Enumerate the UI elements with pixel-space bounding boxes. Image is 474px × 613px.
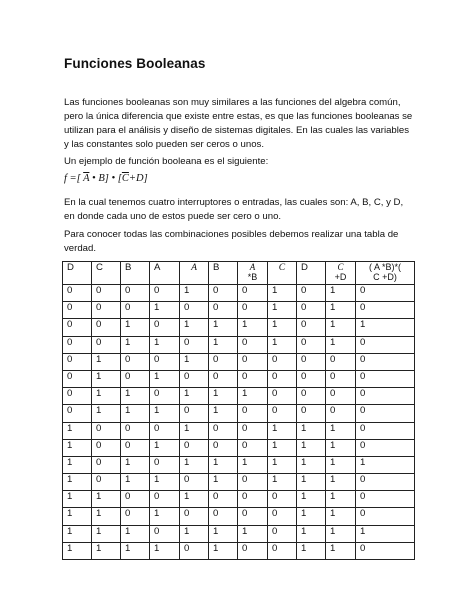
table-cell: 0 (238, 542, 268, 559)
table-cell: 0 (63, 353, 92, 370)
table-row (63, 388, 415, 405)
table-cell: 0 (356, 422, 415, 439)
intro-paragraph: Las funciones booleanas son muy similares a las funciones del algebra común, pero la única diferencia que existe entre estas, es que las funciones booleanas se utilizan para el análisis y diseño de sistemas digitales. En las cuales las variables y las constantes solo pueden ser ceros o unos. (64, 97, 413, 150)
table-cell: 0 (92, 439, 121, 456)
table-cell: 1 (180, 353, 209, 370)
table-cell: 0 (180, 370, 209, 387)
table-cell: 1 (63, 439, 92, 456)
table-cell: 0 (63, 319, 92, 336)
table-cell: 0 (356, 302, 415, 319)
table-cell: 0 (63, 388, 92, 405)
table-cell: 0 (238, 474, 268, 491)
table-cell: 1 (150, 370, 180, 387)
table-cell: 0 (356, 508, 415, 525)
table-cell: 0 (121, 302, 150, 319)
header-not-c-or-d-bottom: +D (334, 272, 347, 282)
table-row (63, 336, 415, 353)
table-cell: 1 (63, 422, 92, 439)
table-cell: 0 (121, 370, 150, 387)
table-cell: 0 (356, 439, 415, 456)
table-row (63, 525, 415, 542)
table-cell: 0 (121, 491, 150, 508)
table-cell: 0 (92, 336, 121, 353)
table-cell: 1 (238, 525, 268, 542)
table-cell: 1 (268, 285, 297, 302)
table-cell: 1 (209, 542, 238, 559)
table-cell: 1 (268, 336, 297, 353)
table-cell: 1 (92, 542, 121, 559)
header-not-c (268, 262, 297, 285)
table-cell: 0 (268, 508, 297, 525)
inputs-paragraph: En la cual tenemos cuatro interruptores o entradas, las cuales son: A, B, C, y D, en donde cada uno de estos puede ser cero o uno. (64, 197, 404, 222)
header-b: B (121, 262, 150, 285)
table-cell: 1 (121, 405, 150, 422)
table-row (63, 491, 415, 508)
page-title: Funciones Booleanas (64, 56, 206, 71)
table-cell: 1 (209, 525, 238, 542)
table-cell: 0 (121, 508, 150, 525)
formula-f: f (64, 173, 67, 184)
table-cell: 0 (63, 370, 92, 387)
header-not-a-label: $\overline{A}$ (191, 262, 197, 273)
table-cell: 1 (180, 319, 209, 336)
table-cell: 0 (297, 285, 326, 302)
table-cell: 0 (92, 285, 121, 302)
table-cell: 1 (92, 405, 121, 422)
table-cell: 1 (150, 405, 180, 422)
table-row (63, 508, 415, 525)
header-not-a (180, 262, 209, 285)
table-cell: 0 (180, 405, 209, 422)
table-cell: 0 (326, 405, 356, 422)
table-cell: 0 (268, 542, 297, 559)
table-cell: 1 (238, 319, 268, 336)
table-cell: 0 (356, 353, 415, 370)
table-cell: 0 (209, 302, 238, 319)
table-cell: 1 (326, 439, 356, 456)
table-cell: 0 (92, 302, 121, 319)
table-cell: 1 (297, 491, 326, 508)
table-cell: 1 (209, 336, 238, 353)
table-cell: 1 (268, 474, 297, 491)
table-cell: 0 (297, 353, 326, 370)
formula-dot-2: • (111, 173, 116, 184)
table-cell: 0 (297, 336, 326, 353)
table-cell: 1 (121, 456, 150, 473)
table-cell: 1 (92, 508, 121, 525)
table-cell: 0 (356, 474, 415, 491)
header-not-a-and-b-top: $\overline{A}$ (249, 262, 256, 272)
table-cell: 0 (92, 319, 121, 336)
table-cell: 0 (92, 422, 121, 439)
table-cell: 1 (180, 491, 209, 508)
table-cell: 0 (356, 370, 415, 387)
truth-table-body (63, 262, 415, 560)
table-cell: 0 (238, 422, 268, 439)
table-cell: 1 (121, 542, 150, 559)
table-cell: 1 (268, 456, 297, 473)
table-cell: 1 (326, 542, 356, 559)
table-cell: 0 (356, 542, 415, 559)
table-cell: 1 (180, 456, 209, 473)
table-cell: 0 (326, 370, 356, 387)
table-cell: 1 (209, 456, 238, 473)
table-cell: 0 (150, 319, 180, 336)
table-cell: 0 (121, 439, 150, 456)
table-header-row (63, 262, 415, 285)
table-row (63, 319, 415, 336)
table-cell: 0 (297, 370, 326, 387)
table-cell: 1 (268, 302, 297, 319)
table-cell: 0 (63, 302, 92, 319)
table-cell: 0 (121, 353, 150, 370)
table-cell: 1 (121, 336, 150, 353)
table-cell: 1 (297, 474, 326, 491)
formula-b: B (98, 173, 105, 184)
table-cell: 1 (150, 336, 180, 353)
table-cell: 0 (238, 302, 268, 319)
table-cell: 0 (297, 302, 326, 319)
table-cell: 0 (268, 388, 297, 405)
table-row (63, 405, 415, 422)
table-cell: 0 (150, 525, 180, 542)
table-cell: 1 (63, 508, 92, 525)
table-cell: 1 (326, 474, 356, 491)
truth-table-paragraph: Para conocer todas las combinaciones posibles debemos realizar una tabla de verdad. (64, 229, 399, 254)
table-row (63, 285, 415, 302)
table-cell: 1 (209, 388, 238, 405)
table-cell: 0 (238, 405, 268, 422)
table-row (63, 456, 415, 473)
table-cell: 0 (63, 405, 92, 422)
table-cell: 0 (92, 456, 121, 473)
table-cell: 1 (209, 319, 238, 336)
header-d2: D (297, 262, 326, 285)
table-row (63, 474, 415, 491)
header-function (356, 262, 415, 285)
table-cell: 0 (150, 285, 180, 302)
table-cell: 0 (209, 422, 238, 439)
header-not-c-label: $\overline{C}$ (278, 262, 286, 273)
table-cell: 1 (63, 525, 92, 542)
table-cell: 1 (121, 474, 150, 491)
table-cell: 0 (238, 508, 268, 525)
header-d: D (63, 262, 92, 285)
table-cell: 1 (326, 285, 356, 302)
table-cell: 1 (326, 525, 356, 542)
table-cell: 1 (92, 370, 121, 387)
table-cell: 0 (238, 491, 268, 508)
header-c: C (92, 262, 121, 285)
table-row (63, 302, 415, 319)
table-cell: 1 (297, 456, 326, 473)
table-cell: 0 (297, 405, 326, 422)
table-row (63, 370, 415, 387)
table-cell: 0 (150, 491, 180, 508)
table-cell: 0 (238, 439, 268, 456)
table-cell: 0 (268, 491, 297, 508)
table-cell: 1 (150, 302, 180, 319)
header-not-a-and-b-bottom: *B (247, 272, 258, 282)
table-cell: 1 (92, 388, 121, 405)
table-cell: 1 (63, 491, 92, 508)
table-cell: 1 (63, 474, 92, 491)
formula-dot-1: • (92, 173, 96, 184)
table-cell: 1 (356, 319, 415, 336)
table-cell: 0 (150, 353, 180, 370)
table-cell: 1 (356, 456, 415, 473)
header-function-top: ( A *B)*( (368, 262, 401, 272)
table-row (63, 439, 415, 456)
table-cell: 1 (180, 285, 209, 302)
table-cell: 0 (268, 405, 297, 422)
table-cell: 0 (297, 319, 326, 336)
table-cell: 1 (92, 353, 121, 370)
table-cell: 1 (63, 542, 92, 559)
table-cell: 1 (297, 439, 326, 456)
table-cell: 1 (268, 439, 297, 456)
formula-equals: = (69, 173, 77, 184)
header-not-a-and-b (238, 262, 268, 285)
table-cell: 1 (63, 456, 92, 473)
table-cell: 1 (297, 508, 326, 525)
table-cell: 1 (238, 456, 268, 473)
table-cell: 1 (150, 439, 180, 456)
table-cell: 1 (209, 474, 238, 491)
table-cell: 0 (150, 388, 180, 405)
table-cell: 1 (150, 474, 180, 491)
formula-d: D (136, 173, 144, 184)
table-cell: 1 (326, 302, 356, 319)
table-cell: 1 (297, 525, 326, 542)
table-row (63, 542, 415, 559)
table-cell: 0 (356, 285, 415, 302)
table-cell: 0 (209, 370, 238, 387)
table-cell: 0 (268, 525, 297, 542)
table-cell: 0 (238, 370, 268, 387)
table-cell: 0 (121, 422, 150, 439)
table-cell: 1 (121, 525, 150, 542)
table-cell: 1 (326, 336, 356, 353)
table-cell: 0 (238, 285, 268, 302)
header-a: A (150, 262, 180, 285)
table-cell: 1 (326, 319, 356, 336)
table-cell: 0 (209, 439, 238, 456)
table-cell: 0 (92, 474, 121, 491)
table-cell: 1 (297, 422, 326, 439)
table-cell: 1 (150, 508, 180, 525)
table-cell: 0 (180, 508, 209, 525)
table-cell: 1 (356, 525, 415, 542)
table-cell: 1 (238, 388, 268, 405)
table-cell: 1 (326, 422, 356, 439)
table-cell: 1 (326, 456, 356, 473)
table-cell: 1 (92, 525, 121, 542)
table-cell: 1 (180, 422, 209, 439)
truth-table (62, 261, 415, 560)
table-cell: 0 (63, 336, 92, 353)
table-cell: 0 (180, 336, 209, 353)
table-cell: 0 (356, 491, 415, 508)
table-cell: 0 (356, 405, 415, 422)
table-cell: 0 (209, 508, 238, 525)
table-cell: 0 (297, 388, 326, 405)
header-function-bottom: C +D) (373, 272, 397, 282)
header-b2: B (209, 262, 238, 285)
formula-not-c: $\overline{C}$ (121, 173, 129, 184)
table-cell: 1 (150, 542, 180, 559)
formula-plus: + (128, 173, 136, 184)
table-cell: 1 (121, 319, 150, 336)
header-not-c-or-d (326, 262, 356, 285)
boolean-formula: f =[ $\overline{A}$ • B] • $[\overline{C}+D]$ (64, 173, 148, 184)
formula-not-a: $\overline{A}$ (83, 173, 90, 184)
table-cell: 1 (180, 388, 209, 405)
table-cell: 1 (180, 525, 209, 542)
table-row (63, 353, 415, 370)
table-cell: 0 (238, 336, 268, 353)
table-cell: 0 (150, 456, 180, 473)
table-cell: 0 (63, 285, 92, 302)
table-cell: 0 (326, 353, 356, 370)
table-cell: 0 (180, 542, 209, 559)
table-cell: 0 (150, 422, 180, 439)
table-cell: 1 (326, 508, 356, 525)
table-cell: 0 (268, 353, 297, 370)
example-paragraph: Un ejemplo de función booleana es el siguiente: (64, 156, 269, 167)
table-cell: 0 (180, 439, 209, 456)
table-cell: 1 (92, 491, 121, 508)
table-cell: 0 (238, 353, 268, 370)
table-cell: 0 (209, 353, 238, 370)
table-row (63, 422, 415, 439)
table-cell: 0 (268, 370, 297, 387)
table-cell: 1 (326, 491, 356, 508)
table-cell: 1 (209, 405, 238, 422)
table-cell: 0 (326, 388, 356, 405)
table-cell: 1 (268, 319, 297, 336)
table-cell: 0 (356, 388, 415, 405)
table-cell: 1 (268, 422, 297, 439)
table-cell: 0 (209, 285, 238, 302)
table-cell: 0 (180, 474, 209, 491)
table-cell: 0 (121, 285, 150, 302)
table-cell: 1 (121, 388, 150, 405)
table-cell: 0 (209, 491, 238, 508)
table-cell: 0 (356, 336, 415, 353)
header-not-c-or-d-top: $\overline{C}$ (337, 262, 344, 272)
table-cell: 0 (180, 302, 209, 319)
table-cell: 1 (297, 542, 326, 559)
